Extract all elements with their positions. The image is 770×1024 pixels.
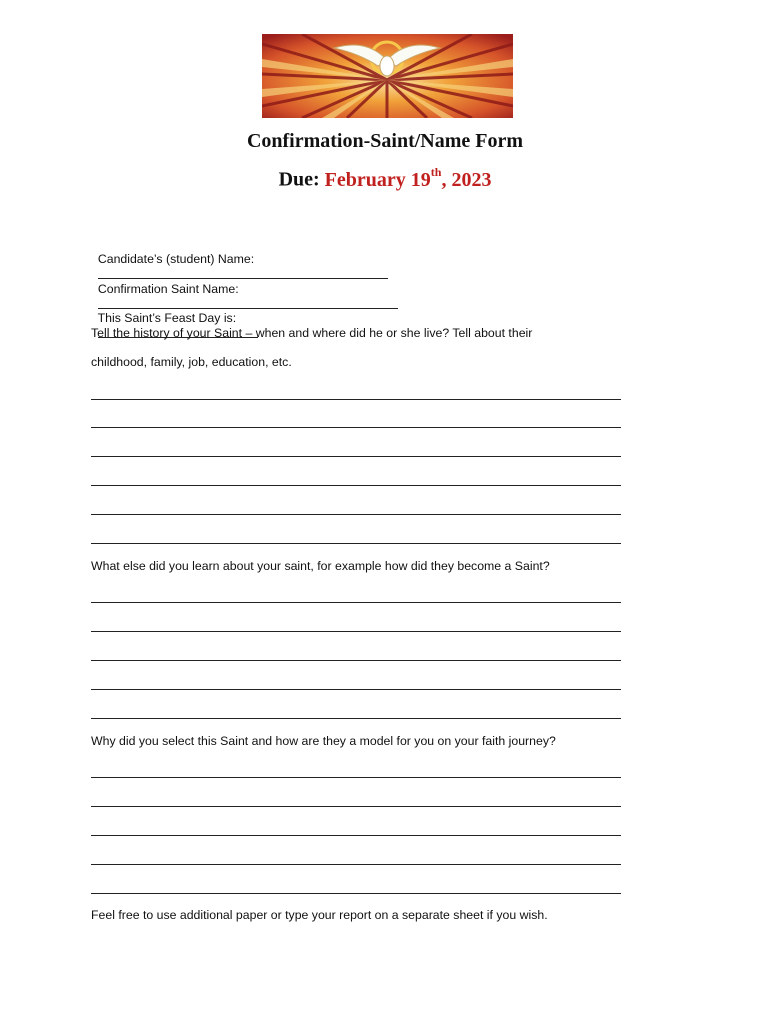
feast-day-label: This Saint’s Feast Day is: <box>97 311 237 325</box>
answer-line[interactable] <box>91 514 621 515</box>
answer-line[interactable] <box>91 485 621 486</box>
answer-line[interactable] <box>91 631 621 632</box>
answer-line[interactable] <box>91 777 621 778</box>
history-question-line1: Tell the history of your Saint – when and where did he or she live? Tell about their <box>91 326 533 340</box>
answer-line[interactable] <box>91 399 621 400</box>
answer-line[interactable] <box>91 427 621 428</box>
history-question-line2: childhood, family, job, education, etc. <box>91 355 292 369</box>
why-question: Why did you select this Saint and how are they a model for you on your faith journey? <box>91 734 556 748</box>
saint-name-label: Confirmation Saint Name: <box>97 282 239 296</box>
answer-line[interactable] <box>91 602 621 603</box>
answer-line[interactable] <box>91 456 621 457</box>
answer-line[interactable] <box>91 660 621 661</box>
learn-question: What else did you learn about your saint, for example how did they become a Saint? <box>91 559 550 573</box>
answer-line[interactable] <box>91 835 621 836</box>
answer-line[interactable] <box>91 689 621 690</box>
due-date: February 19th, 2023 <box>324 165 492 191</box>
holy-spirit-dove-banner <box>262 34 513 118</box>
answer-line[interactable] <box>91 864 621 865</box>
answer-line[interactable] <box>91 543 621 544</box>
due-date-line <box>0 167 770 192</box>
due-label: Due: <box>278 168 320 191</box>
answer-line[interactable] <box>91 893 621 894</box>
candidate-name-label: Candidate’s (student) Name: <box>97 252 255 266</box>
answer-line[interactable] <box>91 718 621 719</box>
form-title: Confirmation-Saint/Name Form <box>246 130 524 152</box>
footer-note: Feel free to use additional paper or type your report on a separate sheet if you wish. <box>91 908 548 922</box>
holy-spirit-dove-icon <box>262 34 513 118</box>
answer-line[interactable] <box>91 806 621 807</box>
